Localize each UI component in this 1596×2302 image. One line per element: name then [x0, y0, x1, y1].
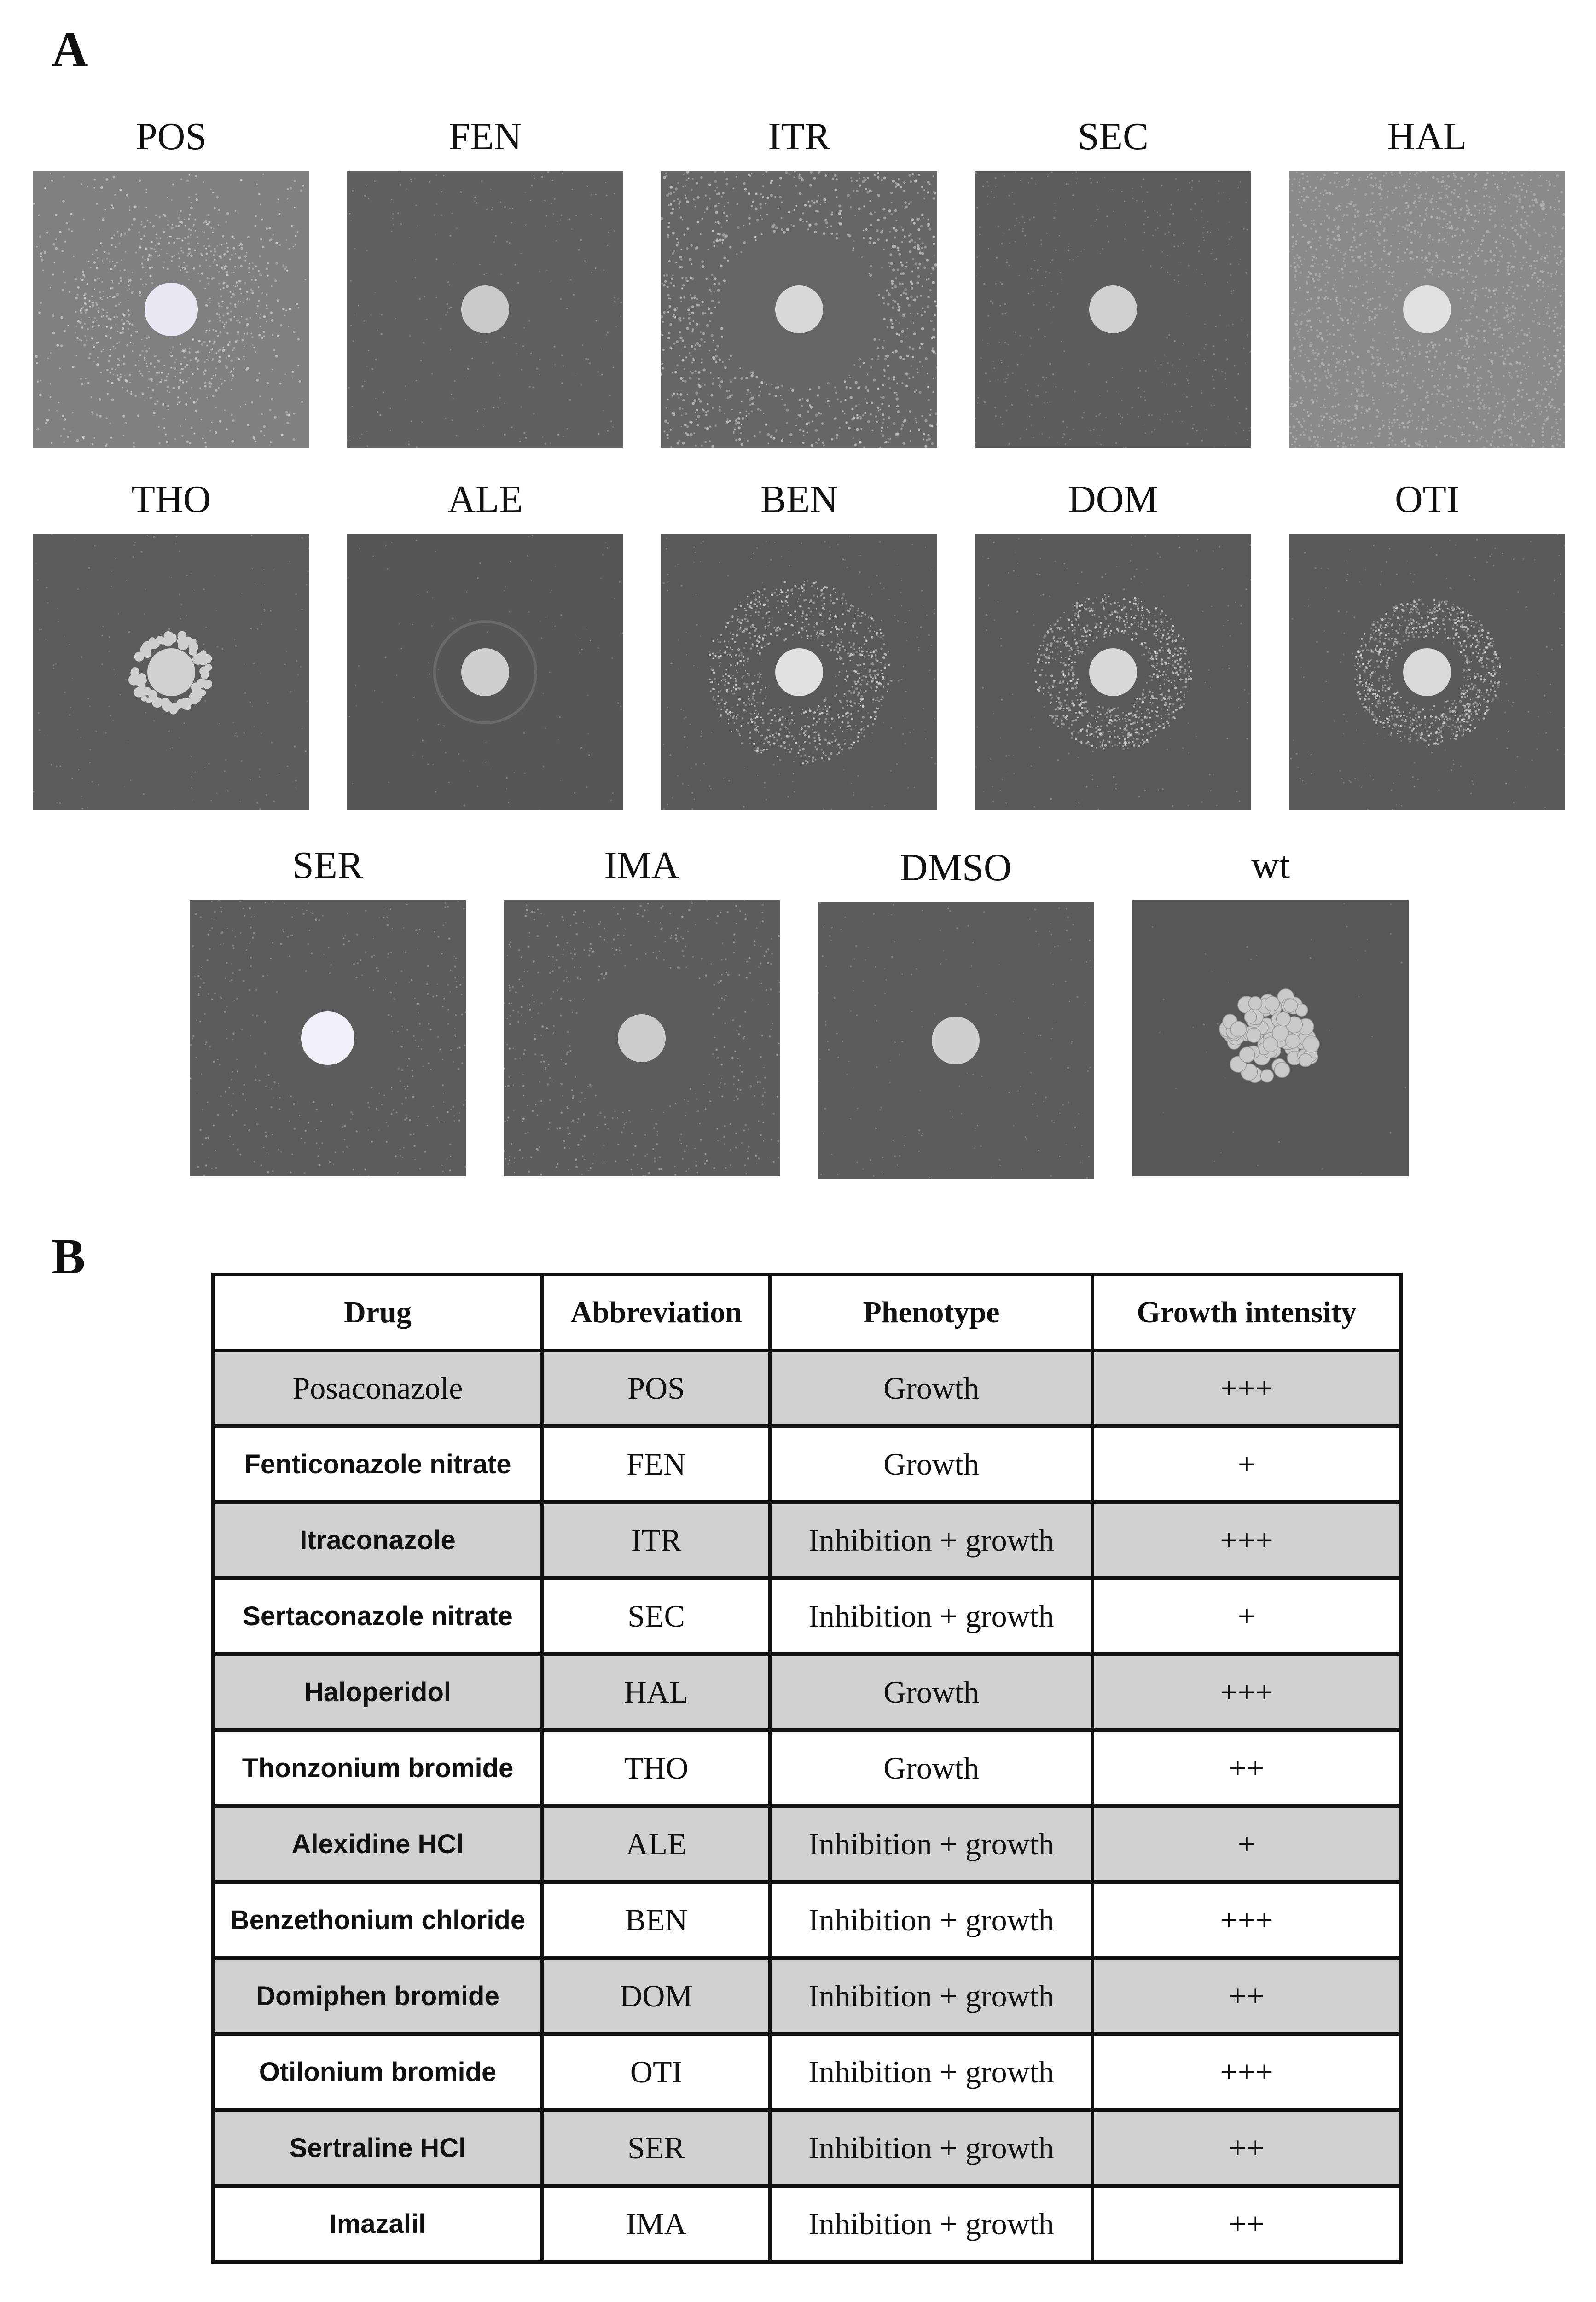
colony [1244, 1011, 1257, 1023]
table-row [213, 1882, 1401, 1958]
drug-disc [1403, 285, 1451, 333]
plate-photo [1289, 534, 1565, 810]
drug-disc [775, 285, 823, 333]
cell-phenotype: Growth [770, 1654, 1092, 1730]
plate-photo [661, 534, 937, 810]
cell-drug: Itraconazole [213, 1502, 542, 1578]
colony [1239, 1047, 1255, 1063]
colony-ring-dot [130, 669, 137, 676]
colony-ring-dot [135, 675, 144, 684]
header-abbreviation: Abbreviation [542, 1274, 770, 1350]
plate-label: THO [131, 478, 211, 521]
table-body [213, 1350, 1401, 2262]
colony-ring-dot [188, 642, 198, 652]
plate-label: SER [292, 844, 364, 887]
colony-ring-dot [134, 652, 144, 662]
plate-photo [818, 902, 1094, 1179]
plate-photo [33, 534, 309, 810]
plate-photo [504, 900, 780, 1176]
colony-ring-dot [175, 703, 180, 709]
cell-abbreviation: OTI [542, 2034, 770, 2110]
plate-label: wt [1251, 844, 1290, 887]
header-drug: Drug [213, 1274, 542, 1350]
colony [1247, 1028, 1261, 1042]
colony-ring-dot [163, 637, 173, 647]
cell-abbreviation: THO [542, 1730, 770, 1806]
plate-label: FEN [448, 115, 522, 158]
colony [1265, 996, 1280, 1011]
plate-label: HAL [1387, 115, 1467, 158]
colony [1284, 999, 1298, 1012]
cell-drug: Sertaconazole nitrate [213, 1578, 542, 1654]
table-row [213, 1806, 1401, 1882]
cell-phenotype: Inhibition + growth [770, 2034, 1092, 2110]
colony-ring-dot [201, 672, 209, 680]
cell-growth-intensity: ++ [1092, 1958, 1401, 2034]
table-row [213, 1958, 1401, 2034]
cell-phenotype: Inhibition + growth [770, 1958, 1092, 2034]
cell-growth-intensity: +++ [1092, 1654, 1401, 1730]
table-row [213, 1502, 1401, 1578]
cell-phenotype: Growth [770, 1730, 1092, 1806]
cell-phenotype: Growth [770, 1350, 1092, 1426]
table-row [213, 1350, 1401, 1426]
cell-drug: Benzethonium chloride [213, 1882, 542, 1958]
plate-label: ALE [447, 478, 523, 521]
table-row [213, 1426, 1401, 1502]
plate-photo [33, 171, 309, 448]
colony-ring-dot [183, 700, 189, 706]
cell-drug: Thonzonium bromide [213, 1730, 542, 1806]
drug-disc [618, 1014, 666, 1062]
drug-disc [145, 283, 198, 336]
cell-growth-intensity: ++ [1092, 2186, 1401, 2262]
header-growth-intensity: Growth intensity [1092, 1274, 1401, 1350]
colony-ring-dot [153, 639, 160, 646]
table-row [213, 2110, 1401, 2186]
colony [1274, 1062, 1289, 1077]
table-row [213, 1578, 1401, 1654]
drug-disc [775, 648, 823, 696]
drug-disc [932, 1017, 980, 1064]
colony-ring-dot [199, 656, 208, 665]
plate-label: DOM [1068, 478, 1158, 521]
cell-growth-intensity: ++ [1092, 1730, 1401, 1806]
drug-disc [461, 648, 509, 696]
plate-label: SEC [1077, 115, 1149, 158]
cell-abbreviation: FEN [542, 1426, 770, 1502]
drug-disc [461, 285, 509, 333]
cell-abbreviation: BEN [542, 1882, 770, 1958]
plate-label: OTI [1395, 478, 1459, 521]
cell-growth-intensity: + [1092, 1426, 1401, 1502]
colony [1303, 1036, 1319, 1052]
header-phenotype: Phenotype [770, 1274, 1092, 1350]
cell-phenotype: Inhibition + growth [770, 2110, 1092, 2186]
colony [1260, 1070, 1273, 1082]
colony-ring-dot [139, 687, 148, 696]
plate-photo [1289, 171, 1565, 448]
panel-b-letter: B [52, 1228, 86, 1285]
cell-drug: Fenticonazole nitrate [213, 1426, 542, 1502]
plate-photo [975, 171, 1251, 448]
cell-growth-intensity: ++ [1092, 2110, 1401, 2186]
colony [1299, 1053, 1312, 1067]
drug-disc [1089, 285, 1137, 333]
cell-growth-intensity: +++ [1092, 1882, 1401, 1958]
cell-abbreviation: HAL [542, 1654, 770, 1730]
colony-ring-dot [148, 690, 157, 699]
colony [1248, 997, 1262, 1010]
colony [1230, 1022, 1246, 1037]
drug-table [211, 1273, 1403, 2264]
colony-ring-dot [168, 632, 174, 638]
plate-photo [661, 171, 937, 448]
colony [1286, 1034, 1300, 1048]
colony-ring-dot [161, 698, 170, 707]
cell-phenotype: Inhibition + growth [770, 1882, 1092, 1958]
cell-abbreviation: DOM [542, 1958, 770, 2034]
colony-ring-dot [178, 631, 187, 640]
colony-ring-dot [191, 697, 198, 704]
cell-growth-intensity: +++ [1092, 2034, 1401, 2110]
cell-growth-intensity: +++ [1092, 1350, 1401, 1426]
drug-disc [1403, 648, 1451, 696]
plate-label: BEN [760, 478, 838, 521]
cell-drug: Alexidine HCl [213, 1806, 542, 1882]
cell-drug: Sertraline HCl [213, 2110, 542, 2186]
cell-abbreviation: POS [542, 1350, 770, 1426]
plate-label: DMSO [900, 846, 1012, 889]
plate-photo [190, 900, 466, 1176]
drug-disc [301, 1011, 354, 1065]
cell-growth-intensity: + [1092, 1806, 1401, 1882]
cell-phenotype: Inhibition + growth [770, 2186, 1092, 2262]
colony-ring-dot [203, 680, 213, 689]
cell-abbreviation: SER [542, 2110, 770, 2186]
colony-ring-dot [192, 687, 198, 693]
cell-abbreviation: ALE [542, 1806, 770, 1882]
plate-label: IMA [604, 844, 679, 887]
cell-growth-intensity: +++ [1092, 1502, 1401, 1578]
cell-abbreviation: IMA [542, 2186, 770, 2262]
table-row [213, 1730, 1401, 1806]
drug-disc [1089, 648, 1137, 696]
table-row [213, 1654, 1401, 1730]
cell-phenotype: Inhibition + growth [770, 1578, 1092, 1654]
table-row [213, 2186, 1401, 2262]
cell-phenotype: Inhibition + growth [770, 1502, 1092, 1578]
table-row [213, 2034, 1401, 2110]
plate-label: POS [135, 115, 207, 158]
drug-disc [147, 648, 195, 696]
cell-growth-intensity: + [1092, 1578, 1401, 1654]
cell-drug: Haloperidol [213, 1654, 542, 1730]
cell-drug: Domiphen bromide [213, 1958, 542, 2034]
cell-drug: Otilonium bromide [213, 2034, 542, 2110]
cell-abbreviation: SEC [542, 1578, 770, 1654]
panel-a-letter: A [52, 21, 88, 77]
table-header-row [213, 1274, 1401, 1350]
cell-phenotype: Growth [770, 1426, 1092, 1502]
plate-label: ITR [768, 115, 830, 158]
cell-phenotype: Inhibition + growth [770, 1806, 1092, 1882]
plate-photo [1132, 900, 1409, 1176]
cell-drug: Posaconazole [213, 1350, 542, 1426]
cell-drug: Imazalil [213, 2186, 542, 2262]
plate-photo [347, 171, 623, 448]
plate-photo [347, 534, 623, 810]
colony [1277, 1012, 1291, 1026]
plate-photo [975, 534, 1251, 810]
cell-abbreviation: ITR [542, 1502, 770, 1578]
